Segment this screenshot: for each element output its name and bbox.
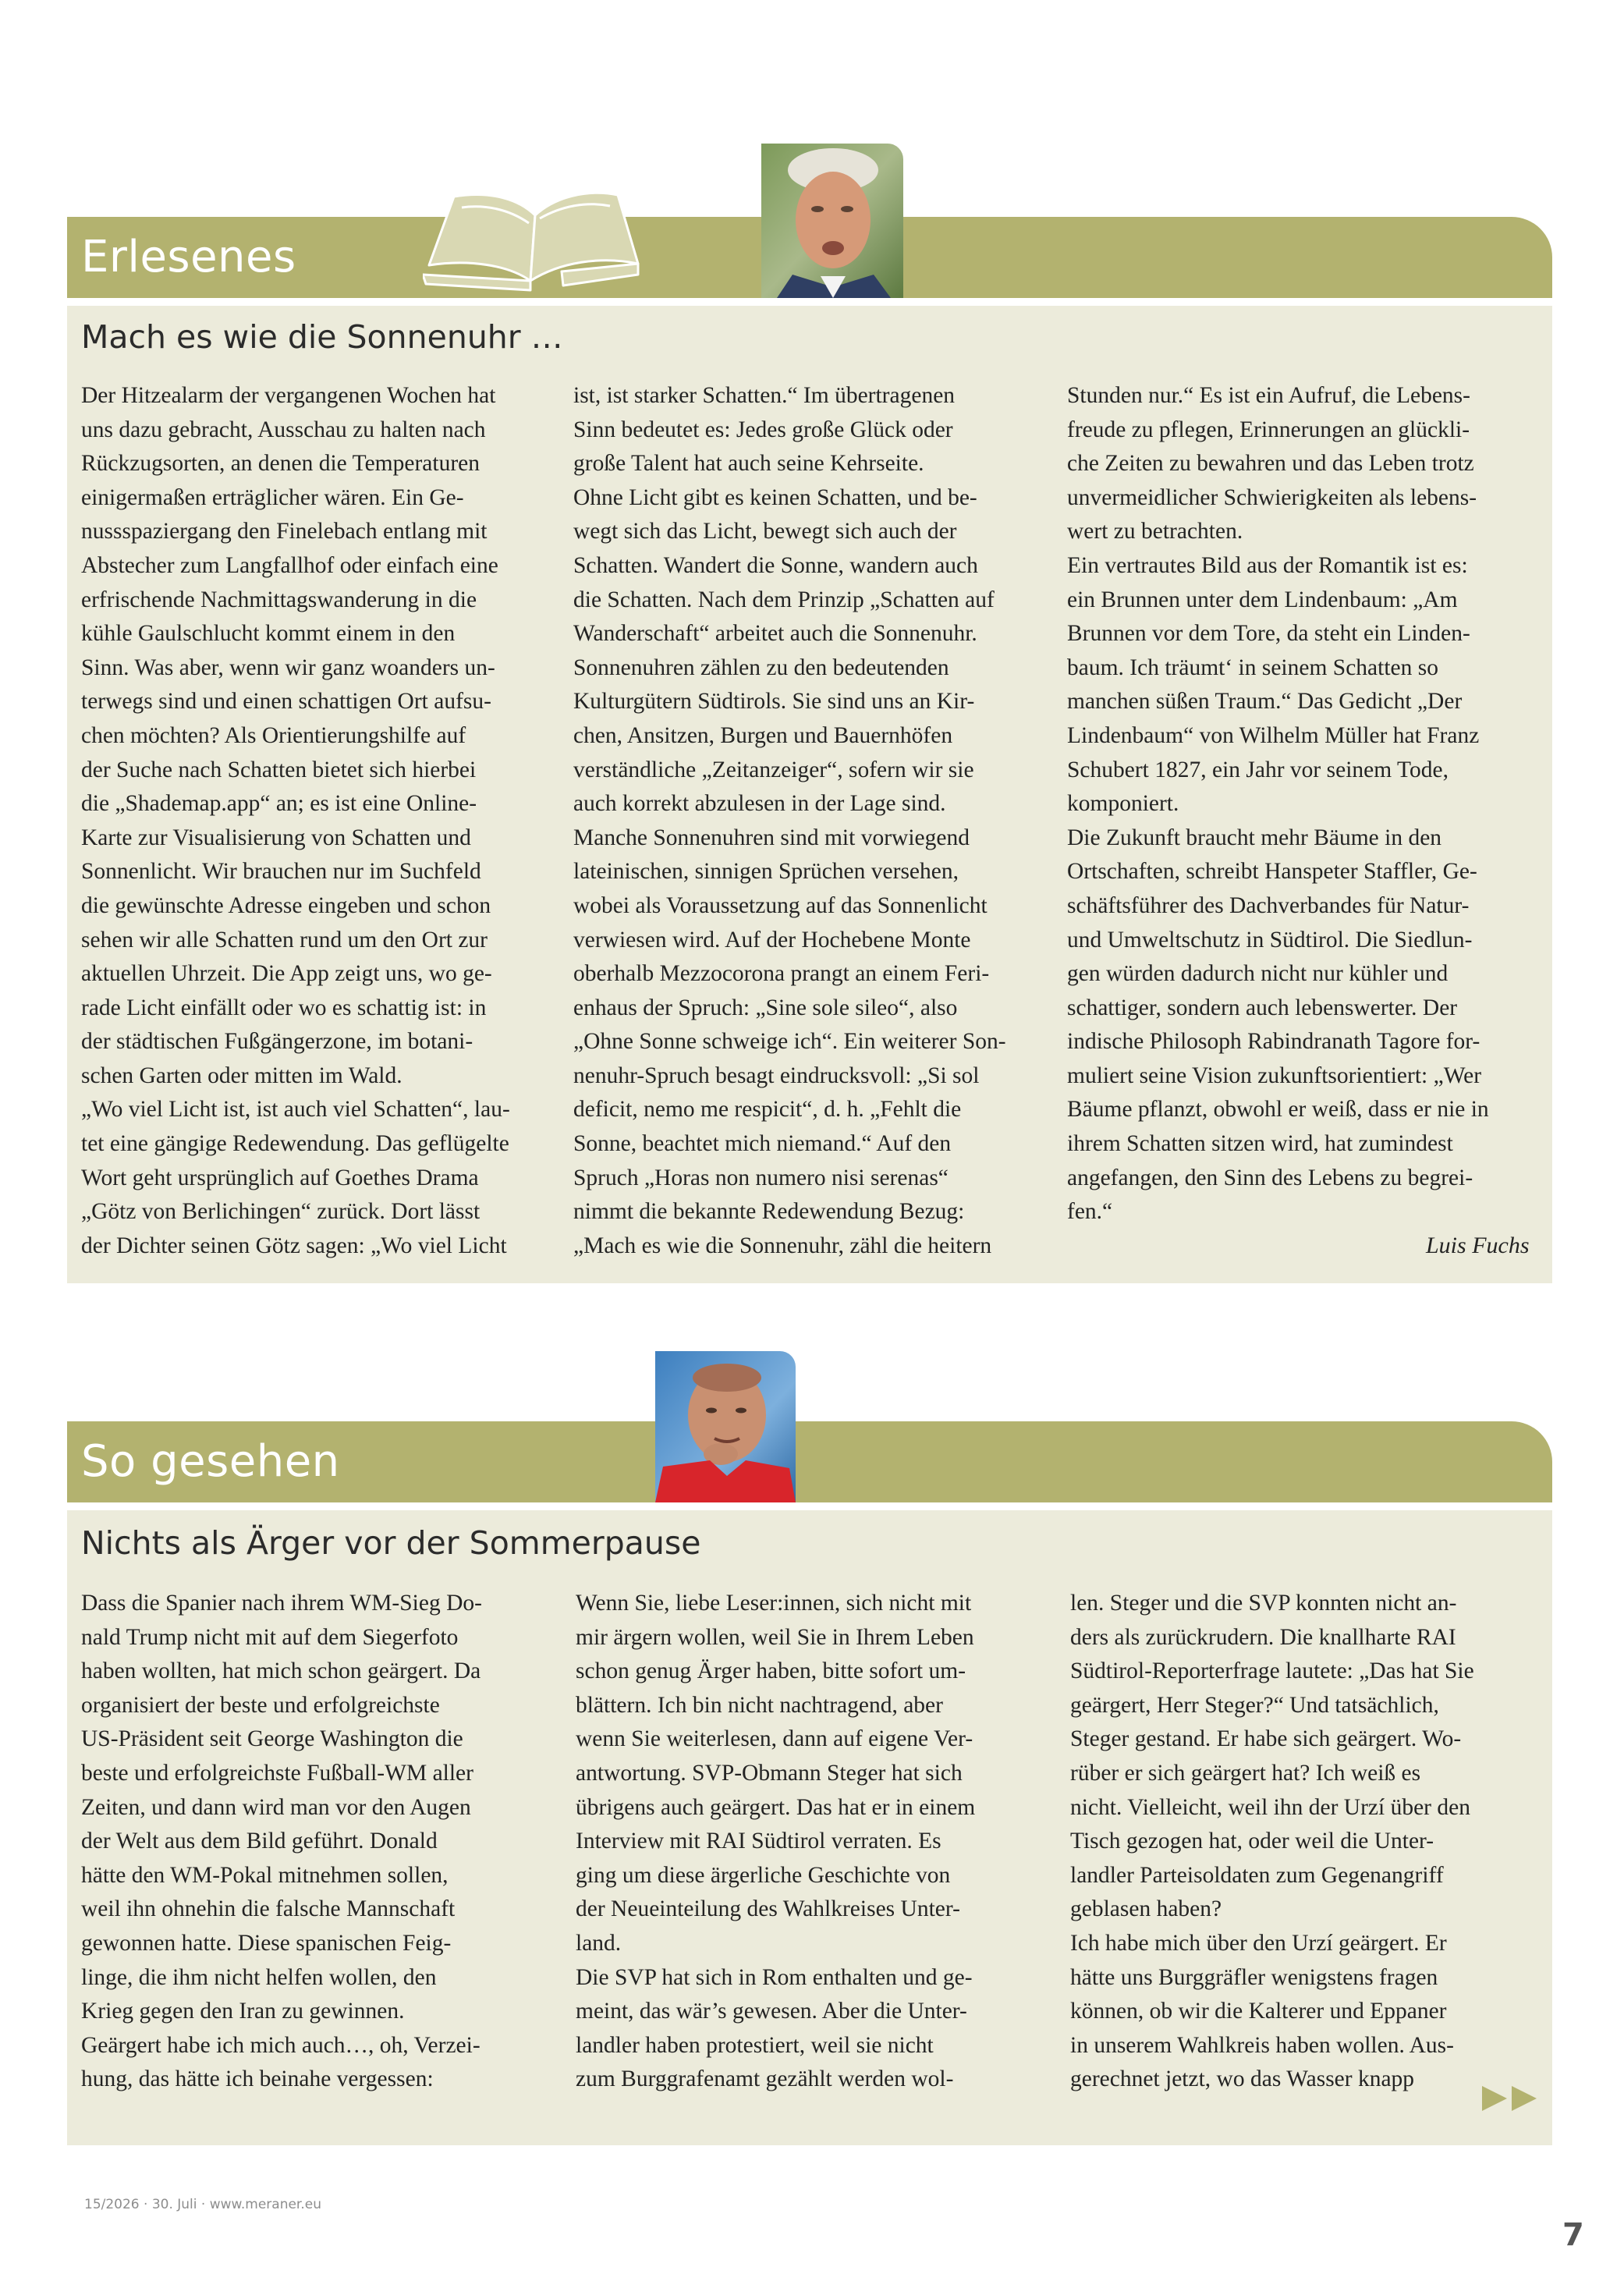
text-line: Die Zukunft braucht mehr Bäume in den	[1067, 825, 1442, 850]
section-title: So gesehen	[81, 1436, 340, 1487]
text-line: Abstecher zum Langfallhof oder einfach eine	[81, 552, 498, 578]
columnist-photo	[655, 1351, 796, 1502]
text-line: chen möchten? Als Orientierungshilfe auf	[81, 722, 466, 748]
text-line: ist, ist starker Schatten.“ Im übertragenen	[573, 383, 956, 408]
text-column-1	[81, 1587, 557, 2097]
text-line: Wenn Sie, liebe Leser:innen, sich nicht mit	[576, 1591, 972, 1616]
text-line: Brunnen vor dem Tore, da steht ein Linden-	[1067, 621, 1470, 647]
text-line: haben wollten, hat mich schon geärgert. Da	[81, 1658, 481, 1684]
text-line: der städtischen Fußgängerzone, im botani-	[81, 1029, 473, 1055]
text-line: kühle Gaulschlucht kommt einem in den	[81, 621, 456, 647]
text-line: chen, Ansitzen, Burgen und Bauernhöfen	[573, 722, 953, 748]
text-line: ders als zurückrudern. Die knallharte RAI	[1070, 1624, 1456, 1650]
text-column-2	[576, 1587, 1051, 2097]
text-line: der Dichter seinen Götz sagen: „Wo viel Licht	[81, 1233, 507, 1258]
text-line: Sonne, beachtet mich niemand.“ Auf den	[573, 1131, 952, 1157]
text-line: in unserem Wahlkreis haben wollen. Aus-	[1070, 2032, 1454, 2058]
text-line: hätte uns Burggräfler wenigstens fragen	[1070, 1964, 1438, 1990]
text-line: che Zeiten zu bewahren und das Leben trotz	[1067, 451, 1474, 477]
text-line: komponiert.	[1067, 791, 1179, 817]
text-line: große Talent hat auch seine Kehrseite.	[573, 451, 924, 477]
text-line: nald Trump nicht mit auf dem Siegerfoto	[81, 1624, 459, 1650]
text-line: nicht. Vielleicht, weil ihn der Urzí über den	[1070, 1794, 1470, 1820]
text-line: baum. Ich träumt‘ in seinem Schatten so	[1067, 655, 1438, 680]
section-banner	[67, 1421, 1552, 1502]
text-line: Wort geht ursprünglich auf Goethes Drama	[81, 1165, 479, 1190]
text-line: „Götz von Berlichingen“ zurück. Dort lässt	[81, 1199, 480, 1225]
text-line: angefangen, den Sinn des Lebens zu begrei-	[1067, 1165, 1473, 1190]
text-line: blättern. Ich bin nicht nachtragend, aber	[576, 1692, 943, 1718]
text-line: Schubert 1827, ein Jahr vor seinem Tode,	[1067, 757, 1448, 782]
text-line: Bäume pflanzt, obwohl er weiß, dass er nie in	[1067, 1097, 1489, 1123]
text-line: gewonnen hatte. Diese spanischen Feig-	[81, 1930, 452, 1956]
text-line: gen würden dadurch nicht nur kühler und	[1067, 961, 1448, 987]
article-box	[67, 306, 1552, 1283]
text-line: len. Steger und die SVP konnten nicht an-	[1070, 1591, 1457, 1616]
text-line: auch korrekt abzulesen in der Lage sind.	[573, 791, 946, 817]
text-line: Krieg gegen den Iran zu gewinnen.	[81, 1999, 405, 2024]
text-line: Südtirol-Reporterfrage lautete: „Das hat Sie	[1070, 1658, 1474, 1684]
text-line: Geärgert habe ich mich auch…, oh, Verzei-	[81, 2032, 480, 2058]
text-line: der Suche nach Schatten bietet sich hierbei	[81, 757, 477, 782]
text-line: wert zu betrachten.	[1067, 519, 1243, 545]
text-line: „Wo viel Licht ist, ist auch viel Schatten“, lau-	[81, 1097, 510, 1123]
text-line: Ohne Licht gibt es keinen Schatten, und be-	[573, 484, 977, 510]
text-line: Ein vertrautes Bild aus der Romantik ist es:	[1067, 552, 1468, 578]
text-line: „Mach es wie die Sonnenuhr, zähl die heitern	[573, 1233, 992, 1258]
text-line: organisiert der beste und erfolgreichste	[81, 1692, 440, 1718]
text-line: Wanderschaft“ arbeitet auch die Sonnenuhr.	[573, 621, 977, 647]
text-line: Sonnenlicht. Wir brauchen nur im Suchfeld	[81, 859, 481, 885]
text-line: wegt sich das Licht, bewegt sich auch der	[573, 519, 957, 545]
text-line: Sinn bedeutet es: Jedes große Glück oder	[573, 417, 953, 442]
text-line: gerechnet jetzt, wo das Wasser knapp	[1070, 2066, 1415, 2092]
text-line: der Welt aus dem Bild geführt. Donald	[81, 1829, 438, 1854]
text-line: nenuhr-Spruch besagt eindrucksvoll: „Si sol	[573, 1062, 980, 1088]
text-line: können, ob wir die Kalterer und Eppaner	[1070, 1999, 1447, 2024]
open-book-icon	[423, 178, 641, 292]
text-line: Ortschaften, schreibt Hanspeter Staffler, Ge-	[1067, 859, 1477, 885]
text-line: Sinn. Was aber, wenn wir ganz woanders un-	[81, 655, 495, 680]
text-line: zum Burggrafenamt gezählt werden wol-	[576, 2066, 954, 2092]
author-name: Luis Fuchs	[1426, 1233, 1530, 1258]
text-line: Steger gestand. Er habe sich geärgert. Wo-	[1070, 1726, 1462, 1752]
text-line: fen.“	[1067, 1199, 1113, 1225]
text-line: lateinischen, sinnigen Sprüchen versehen,	[573, 859, 959, 885]
text-column-3	[1070, 1587, 1546, 2097]
text-line: uns dazu gebracht, Ausschau zu halten nach	[81, 417, 486, 442]
text-line: geärgert, Herr Steger?“ Und tatsächlich,	[1070, 1692, 1439, 1718]
text-line: Der Hitzealarm der vergangenen Wochen hat	[81, 383, 496, 408]
text-line: Rückzugsorten, an denen die Temperaturen	[81, 451, 480, 477]
text-line: rüber er sich geärgert hat? Ich weiß es	[1070, 1760, 1421, 1786]
text-line: ihrem Schatten sitzen wird, hat zumindest	[1067, 1131, 1453, 1157]
text-line: terwegs sind und einen schattigen Ort aufsu-	[81, 689, 491, 715]
text-line: Die SVP hat sich in Rom enthalten und ge-	[576, 1964, 973, 1990]
text-line: sehen wir alle Schatten rund um den Ort zur	[81, 927, 488, 952]
text-line: Interview mit RAI Südtirol verraten. Es	[576, 1829, 941, 1854]
text-line: land.	[576, 1930, 622, 1956]
text-line: mir ärgern wollen, weil Sie in Ihrem Leben	[576, 1624, 974, 1650]
text-column-1	[81, 379, 557, 1263]
text-line: Karte zur Visualisierung von Schatten und	[81, 825, 471, 850]
text-line: indische Philosoph Rabindranath Tagore for-	[1067, 1029, 1480, 1055]
text-line: rade Licht einfällt oder wo es schattig ist: in	[81, 995, 487, 1020]
text-line: aktuellen Uhrzeit. Die App zeigt uns, wo ge-	[81, 961, 492, 987]
text-line: deficit, nemo me respicit“, d. h. „Fehlt die	[573, 1097, 962, 1123]
text-line: enhaus der Spruch: „Sine sole sileo“, also	[573, 995, 958, 1020]
text-line: muliert seine Vision zukunftsorientiert: „Wer	[1067, 1062, 1482, 1088]
text-line: linge, die ihm nicht helfen wollen, den	[81, 1964, 437, 1990]
text-line: hung, das hätte ich beinahe vergessen:	[81, 2066, 434, 2092]
text-line: ging um diese ärgerliche Geschichte von	[576, 1862, 951, 1888]
text-line: der Neueinteilung des Wahlkreises Unter-	[576, 1896, 960, 1922]
text-line: einigermaßen erträglicher wären. Ein Ge-	[81, 484, 464, 510]
text-line: Kulturgütern Südtirols. Sie sind uns an Kir-	[573, 689, 975, 715]
text-line: US-Präsident seit George Washington die	[81, 1726, 463, 1752]
text-line: landler haben protestiert, weil sie nicht	[576, 2032, 934, 2058]
text-line: geblasen haben?	[1070, 1896, 1222, 1922]
article-box	[67, 1510, 1552, 2145]
continue-arrow-icon	[1480, 2083, 1541, 2114]
text-line: manchen süßen Traum.“ Das Gedicht „Der	[1067, 689, 1463, 715]
text-line: die gewünschte Adresse eingeben und schon	[81, 892, 491, 918]
text-line: schäftsführer des Dachverbandes für Natur-	[1067, 892, 1470, 918]
text-line: verwiesen wird. Auf der Hochebene Monte	[573, 927, 971, 952]
text-line: und Umweltschutz in Südtirol. Die Siedlun-	[1067, 927, 1473, 952]
text-line: wenn Sie weiterlesen, dann auf eigene Ver-	[576, 1726, 973, 1752]
text-line: schon genug Ärger haben, bitte sofort um-	[576, 1658, 966, 1684]
text-line: unvermeidlicher Schwierigkeiten als lebens-	[1067, 484, 1477, 510]
article-headline: Mach es wie die Sonnenuhr …	[81, 318, 563, 356]
text-line: tet eine gängige Redewendung. Das geflügelte	[81, 1131, 509, 1157]
author-photo	[761, 144, 903, 298]
text-line: ein Brunnen unter dem Lindenbaum: „Am	[1067, 587, 1458, 612]
text-line: Stunden nur.“ Es ist ein Aufruf, die Lebens-	[1067, 383, 1470, 408]
text-line: Schatten. Wandert die Sonne, wandern auch	[573, 552, 978, 578]
issue-info: 15/2026 · 30. Juli · www.meraner.eu	[84, 2197, 321, 2212]
text-line: beste und erfolgreichste Fußball-WM aller	[81, 1760, 473, 1786]
text-line: die „Shademap.app“ an; es ist eine Online-	[81, 791, 477, 817]
text-line: nussspaziergang den Finelebach entlang mit	[81, 519, 488, 545]
article-headline: Nichts als Ärger vor der Sommerpause	[81, 1524, 701, 1562]
text-line: antwortung. SVP-Obmann Steger hat sich	[576, 1760, 963, 1786]
text-line: Manche Sonnenuhren sind mit vorwiegend	[573, 825, 970, 850]
text-line: Zeiten, und dann wird man vor den Augen	[81, 1794, 471, 1820]
text-line: oberhalb Mezzocorona prangt an einem Feri-	[573, 961, 990, 987]
text-line: wobei als Voraussetzung auf das Sonnenlicht	[573, 892, 988, 918]
text-line: Lindenbaum“ von Wilhelm Müller hat Franz	[1067, 722, 1480, 748]
text-line: nimmt die bekannte Redewendung Bezug:	[573, 1199, 965, 1225]
text-line: schattiger, sondern auch lebenswerter. Der	[1067, 995, 1458, 1020]
section-title: Erlesenes	[81, 232, 296, 282]
text-line: Tisch gezogen hat, oder weil die Unter-	[1070, 1829, 1434, 1854]
text-line: weil ihn ohnehin die falsche Mannschaft	[81, 1896, 456, 1922]
text-line: übrigens auch geärgert. Das hat er in einem	[576, 1794, 976, 1820]
text-line: Spruch „Horas non numero nisi serenas“	[573, 1165, 949, 1190]
text-line: meint, das wär’s gewesen. Aber die Unter-	[576, 1999, 967, 2024]
text-line: die Schatten. Nach dem Prinzip „Schatten auf	[573, 587, 995, 612]
text-line: schen Garten oder mitten im Wald.	[81, 1062, 402, 1088]
text-line: hätte den WM-Pokal mitnehmen sollen,	[81, 1862, 449, 1888]
text-line: landler Parteisoldaten zum Gegenangriff	[1070, 1862, 1444, 1888]
text-line: verständliche „Zeitanzeiger“, sofern wir sie	[573, 757, 974, 782]
text-line: Dass die Spanier nach ihrem WM-Sieg Do-	[81, 1591, 482, 1616]
text-column-2	[573, 379, 1049, 1263]
text-line: Ich habe mich über den Urzí geärgert. Er	[1070, 1930, 1447, 1956]
text-line: Sonnenuhren zählen zu den bedeutenden	[573, 655, 949, 680]
text-line: „Ohne Sonne schweige ich“. Ein weiterer Son-	[573, 1029, 1006, 1055]
text-line: freude zu pflegen, Erinnerungen an glückli-	[1067, 417, 1470, 442]
page-number: 7	[1562, 2217, 1584, 2253]
text-column-3	[1067, 379, 1543, 1229]
text-line: erfrischende Nachmittagswanderung in die	[81, 587, 477, 612]
